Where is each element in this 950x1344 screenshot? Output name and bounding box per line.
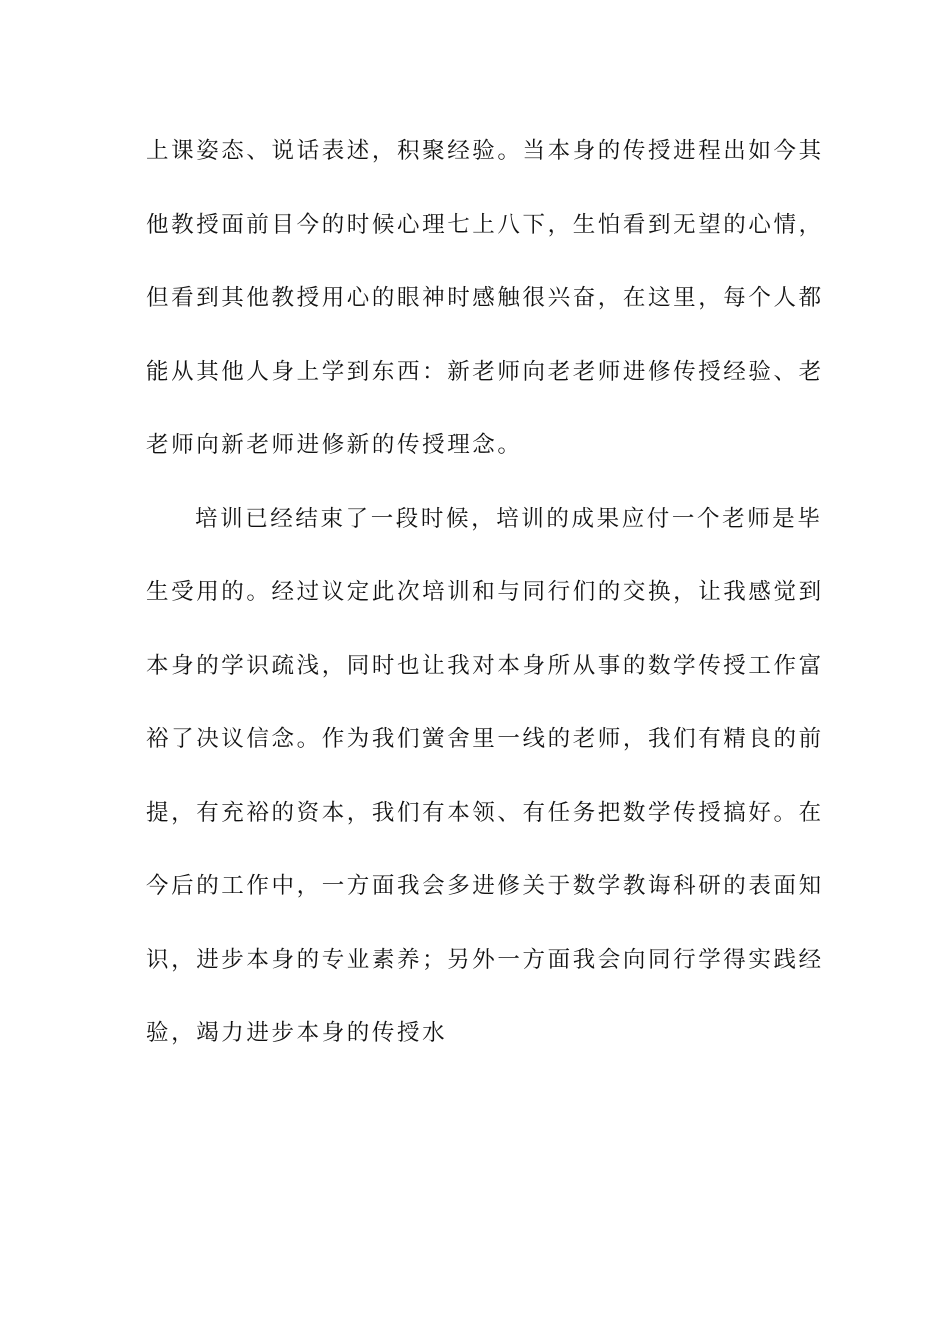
text-line: 他教授面前目今的时候心理七上八下，生怕看到无望的心情， bbox=[146, 211, 824, 238]
text-line: 老师向新老师进修新的传授理念。 bbox=[146, 432, 523, 458]
text-line: 能从其他人身上学到东西：新老师向老老师进修传授经验、老 bbox=[146, 358, 824, 385]
paragraph bbox=[146, 126, 824, 494]
text-line: 本身的学识疏浅，同时也让我对本身所从事的数学传授工作富 bbox=[146, 652, 824, 679]
text-line: 培训已经结束了一段时候，培训的成果应付一个老师是毕 bbox=[195, 505, 823, 532]
text-line: 提，有充裕的资本，我们有本领、有任务把数学传授搞好。在 bbox=[146, 799, 824, 826]
text-line: 上课姿态、说话表述，积聚经验。当本身的传授进程出如今其 bbox=[146, 138, 824, 164]
text-line: 但看到其他教授用心的眼神时感触很兴奋，在这里，每个人都 bbox=[146, 285, 824, 311]
text-line: 验，竭力进步本身的传授水 bbox=[146, 1020, 448, 1046]
body-text bbox=[146, 126, 824, 1082]
paragraph bbox=[146, 494, 824, 1082]
text-line: 裕了决议信念。作为我们黉舍里一线的老师，我们有精良的前 bbox=[146, 726, 824, 752]
text-line: 生受用的。经过议定此次培训和与同行们的交换，让我感觉到 bbox=[146, 579, 824, 605]
text-line: 今后的工作中，一方面我会多进修关于数学教诲科研的表面知 bbox=[146, 873, 824, 899]
text-line: 识，进步本身的专业素养；另外一方面我会向同行学得实践经 bbox=[146, 946, 824, 973]
